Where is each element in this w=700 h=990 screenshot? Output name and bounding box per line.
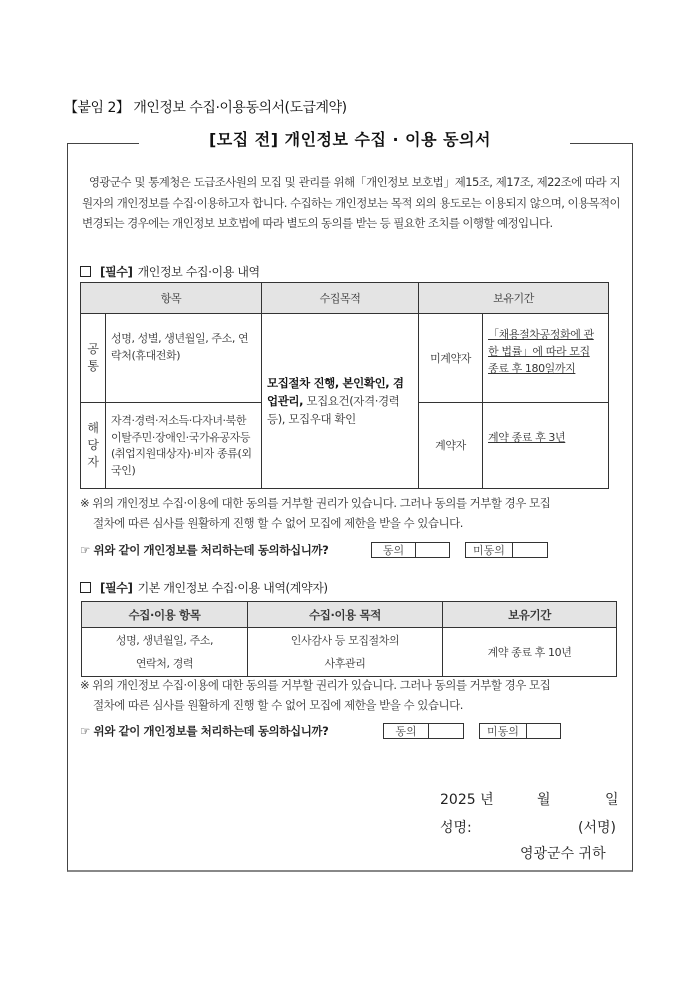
period-label-noncontract: 미계약자 bbox=[419, 314, 483, 403]
section1-heading bbox=[80, 263, 260, 280]
disagree-checkfield[interactable] bbox=[513, 543, 547, 557]
note-line1: ※ 위의 개인정보 수집·이용에 대한 동의를 거부할 권리가 있습니다. 그러나 동의를 거부할 경우 모집 bbox=[80, 496, 551, 510]
form-title: [모집 전] 개인정보 수집 · 이용 동의서 bbox=[208, 130, 491, 149]
items-cell bbox=[82, 628, 248, 677]
agree-checkfield[interactable] bbox=[429, 724, 463, 738]
table-row bbox=[81, 314, 609, 403]
section1-title: 개인정보 수집·이용 내역 bbox=[137, 265, 260, 279]
section2-heading bbox=[80, 579, 328, 596]
sign-label: (서명) bbox=[578, 820, 616, 836]
section2-question: ☞ 위와 같이 개인정보를 처리하는데 동의하십니까? bbox=[80, 724, 329, 738]
section2-disagree-box[interactable] bbox=[479, 723, 561, 739]
year-value: 2025 bbox=[440, 792, 476, 808]
agree-label: 동의 bbox=[372, 543, 416, 557]
items-applicable: 자격·경력·저소득·다자녀·북한이탈주민·장애인·국가유공자등(취업지원대상자)·비자 종류(외국인) bbox=[106, 403, 262, 489]
header-period: 보유기간 bbox=[443, 602, 617, 628]
agree-label: 동의 bbox=[384, 724, 429, 738]
disagree-label: 미동의 bbox=[480, 724, 527, 738]
checkbox-icon[interactable] bbox=[80, 266, 91, 277]
note-line2: 절차에 따른 심사를 원활하게 진행 할 수 없어 모집에 제한을 받을 수 있습니다. bbox=[93, 698, 463, 712]
period-cell: 계약 종료 후 10년 bbox=[443, 628, 617, 677]
note-line1: ※ 위의 개인정보 수집·이용에 대한 동의를 거부할 권리가 있습니다. 그러나 동의를 거부할 경우 모집 bbox=[80, 678, 551, 692]
date-year bbox=[440, 789, 494, 809]
section2-title: 기본 개인정보 수집·이용 내역(계약자) bbox=[137, 581, 328, 595]
period-label-contract: 계약자 bbox=[419, 403, 483, 489]
group-applicable bbox=[81, 403, 106, 489]
intro-paragraph bbox=[82, 172, 620, 234]
group-common bbox=[81, 314, 106, 403]
recipient: 영광군수 귀하 bbox=[520, 846, 606, 862]
section1-agree-box[interactable] bbox=[371, 542, 450, 558]
disagree-checkfield[interactable] bbox=[527, 724, 560, 738]
header-items: 수집·이용 항목 bbox=[82, 602, 248, 628]
header-items: 항목 bbox=[81, 283, 262, 314]
items-line2: 연락처, 경력 bbox=[135, 657, 194, 670]
note-line2: 절차에 따른 심사를 원활하게 진행 할 수 없어 모집에 제한을 받을 수 있습니다. bbox=[93, 516, 463, 530]
section1-note bbox=[80, 493, 625, 533]
purpose-cell bbox=[262, 314, 419, 489]
section2-agree-box[interactable] bbox=[383, 723, 464, 739]
purpose-line2: 사후관리 bbox=[324, 657, 366, 670]
section2-note bbox=[80, 675, 625, 715]
section2-table bbox=[81, 601, 617, 677]
disagree-label: 미동의 bbox=[466, 543, 513, 557]
intro-text: 영광군수 및 통계청은 도급조사원의 모집 및 관리를 위해「개인정보 보호법」제15조, 제17조, 제22조에 따라 지원자의 개인정보를 수집·이용하고자 합니다. 수집하는 개인정보는 목적 외의 용도로는 이용되지 않으며, 이용목적이 변경되는 경우에는 개인정보 보호법에 따라 별도의 동의를 받는 등 필요한 조치를 이행할 예정입니다. bbox=[82, 175, 620, 230]
items-common: 성명, 성별, 생년월일, 주소, 연락처(휴대전화) bbox=[106, 314, 262, 403]
purpose-cell bbox=[248, 628, 443, 677]
header-purpose: 수집목적 bbox=[262, 283, 419, 314]
day-unit: 일 bbox=[605, 792, 619, 808]
section1-tag: [필수] bbox=[100, 265, 133, 279]
purpose-bold: 모집절차 진행, 본인확인, 겸업관리, bbox=[267, 376, 404, 408]
purpose-line1: 인사감사 등 모집절차의 bbox=[290, 634, 400, 647]
name-label: 성명: bbox=[440, 820, 472, 836]
table-row bbox=[82, 628, 617, 677]
table-header-row bbox=[81, 283, 609, 314]
items-line1: 성명, 생년월일, 주소, bbox=[115, 634, 214, 647]
header-period: 보유기간 bbox=[419, 283, 609, 314]
section1-table bbox=[80, 282, 609, 489]
year-unit: 년 bbox=[480, 792, 494, 808]
period-contract: 계약 종료 후 3년 bbox=[483, 403, 609, 489]
checkbox-icon[interactable] bbox=[80, 582, 91, 593]
month-unit: 월 bbox=[537, 792, 551, 808]
section2-tag: [필수] bbox=[100, 581, 133, 595]
attachment-title: 【붙임 2】 개인정보 수집·이용동의서(도급계약) bbox=[64, 100, 347, 116]
table-header-row bbox=[82, 602, 617, 628]
header-purpose: 수집·이용 목적 bbox=[248, 602, 443, 628]
period-noncontract: 「채용절차공정화에 관한 법률」에 따라 모집 종료 후 180일까지 bbox=[483, 314, 609, 403]
section1-disagree-box[interactable] bbox=[465, 542, 548, 558]
agree-checkfield[interactable] bbox=[416, 543, 449, 557]
section1-question: ☞ 위와 같이 개인정보를 처리하는데 동의하십니까? bbox=[80, 543, 329, 557]
group-label: 공통 bbox=[87, 342, 99, 373]
group-label: 해당자 bbox=[87, 421, 99, 469]
purpose-rest: 모집요건(자격·경력 등), 모집우대 확인 bbox=[267, 394, 400, 426]
